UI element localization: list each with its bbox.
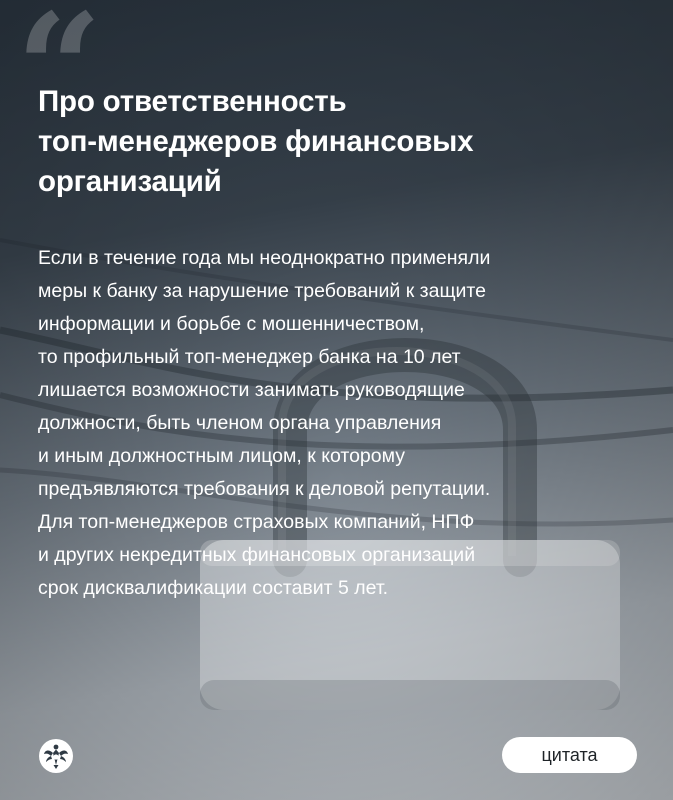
card-title: Про ответственность топ-менеджеров финансовых организаций — [38, 85, 474, 198]
quote-badge: цитата — [502, 737, 637, 773]
quote-body: Если в течение года мы неоднократно применяли меры к банку за нарушение требований к защите информации и борьбе с мошенничеством, то профильный топ-менеджер банка на 10 лет лишается возможности занимать руководящие должности, быть членом органа управления и иным должностным лицом, к которому предъявляются требования к деловой репутации. Для топ-менеджеров страховых компаний, НПФ и других некредитных финансовых организаций срок дисквалификации составит 5 лет. — [38, 247, 491, 599]
quote-mark-icon: “ — [16, 0, 103, 157]
bank-of-russia-eagle-icon — [38, 738, 74, 774]
